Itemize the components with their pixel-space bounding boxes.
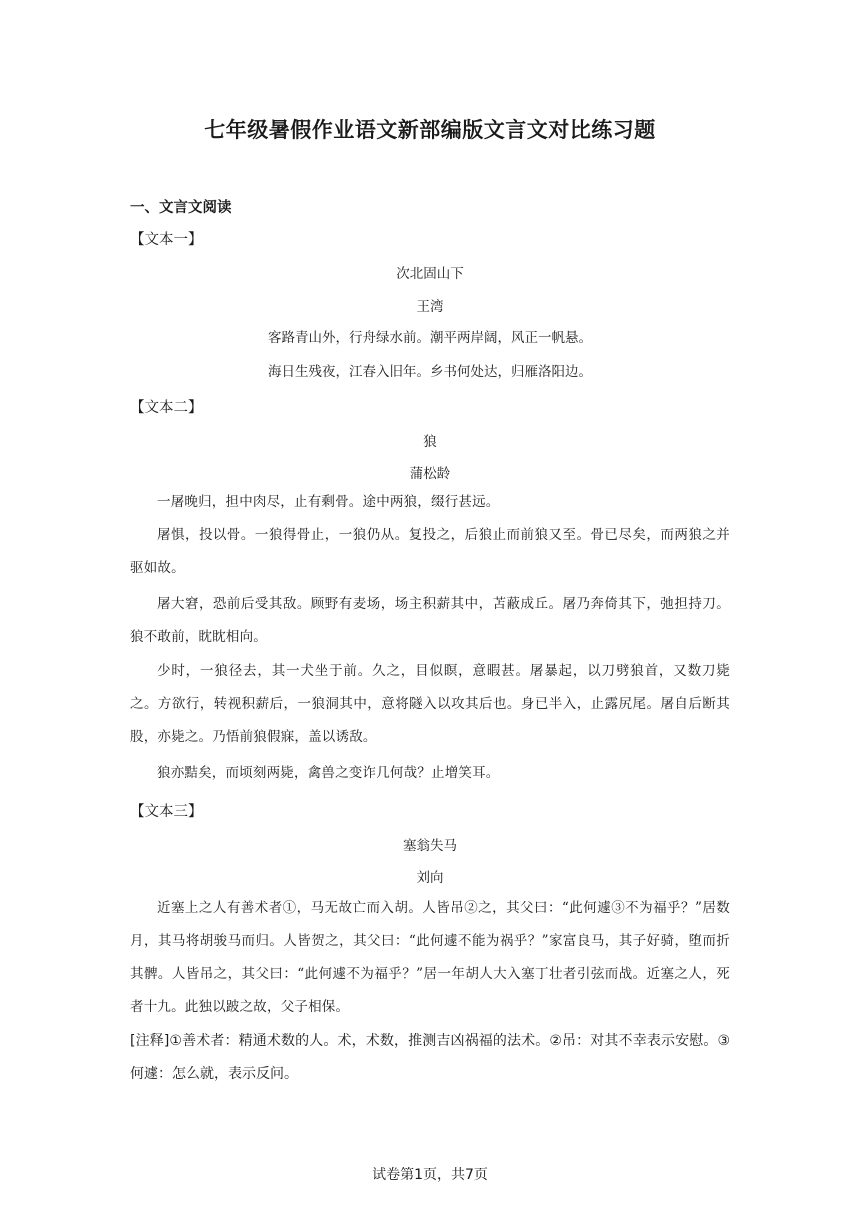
text1-label: 【文本一】	[130, 232, 203, 248]
text1-poem-line: 海日生残夜，江春入旧年。乡书何处达，归雁洛阳边。	[268, 364, 592, 380]
text2-paragraph: 屠大窘，恐前后受其敌。顾野有麦场，场主积薪其中，苫蔽成丘。屠乃奔倚其下，弛担持刀。狼不敢前，眈眈相向。	[130, 596, 730, 645]
text3-title: 塞翁失马	[403, 838, 457, 854]
text1-poem-line: 客路青山外，行舟绿水前。潮平两岸阔，风正一帆悬。	[268, 330, 592, 346]
text3-paragraph: 近塞上之人有善术者①，马无故亡而入胡。人皆吊②之，其父曰：“此何遽③不为福乎？”居数月，其马将胡骏马而归。人皆贺之，其父曰：“此何遽不能为祸乎？”家富良马，其子好骑，堕而折其髀。人皆吊之，其父曰：“此何遽不为福乎？”居一年胡人大入塞丁壮者引弦而战。近塞之人，死者十九。此独以跛之故，父子相保。	[130, 900, 730, 1015]
text3-label: 【文本三】	[130, 804, 203, 820]
text1-poem-title: 次北固山下	[396, 266, 464, 282]
text2-title: 狼	[423, 434, 437, 450]
text2-author: 蒲松龄	[409, 466, 451, 482]
text1-author: 王湾	[416, 299, 444, 315]
section-heading: 一、文言文阅读	[130, 200, 232, 216]
page-title: 七年级暑假作业语文新部编版文言文对比练习题	[204, 118, 656, 142]
text3-author: 刘向	[416, 870, 444, 886]
page-footer: 试卷第1页，共7页	[372, 1167, 488, 1183]
text2-paragraph: 狼亦黠矣，而顷刻两毙，禽兽之变诈几何哉？止增笑耳。	[157, 765, 500, 781]
text2-label: 【文本二】	[130, 400, 203, 416]
text2-paragraph: 一屠晚归，担中肉尽，止有剩骨。途中两狼，缀行甚远。	[157, 494, 500, 510]
text2-paragraph: 少时，一狼径去，其一犬坐于前。久之，目似瞑，意暇甚。屠暴起，以刀劈狼首，又数刀毙之。方欲行，转视积薪后，一狼洞其中，意将隧入以攻其后也。身已半入，止露尻尾。屠自后断其股，亦毙之。乃悟前狼假寐，盖以诱敌。	[130, 663, 730, 745]
text3-note: [注释]①善术者：精通术数的人。术，术数，推测吉凶祸福的法术。②吊：对其不幸表示安慰。③何遽：怎么就，表示反问。	[130, 1033, 730, 1082]
text2-paragraph: 屠惧，投以骨。一狼得骨止，一狼仍从。复投之，后狼止而前狼又至。骨已尽矣，而两狼之并驱如故。	[130, 527, 730, 576]
